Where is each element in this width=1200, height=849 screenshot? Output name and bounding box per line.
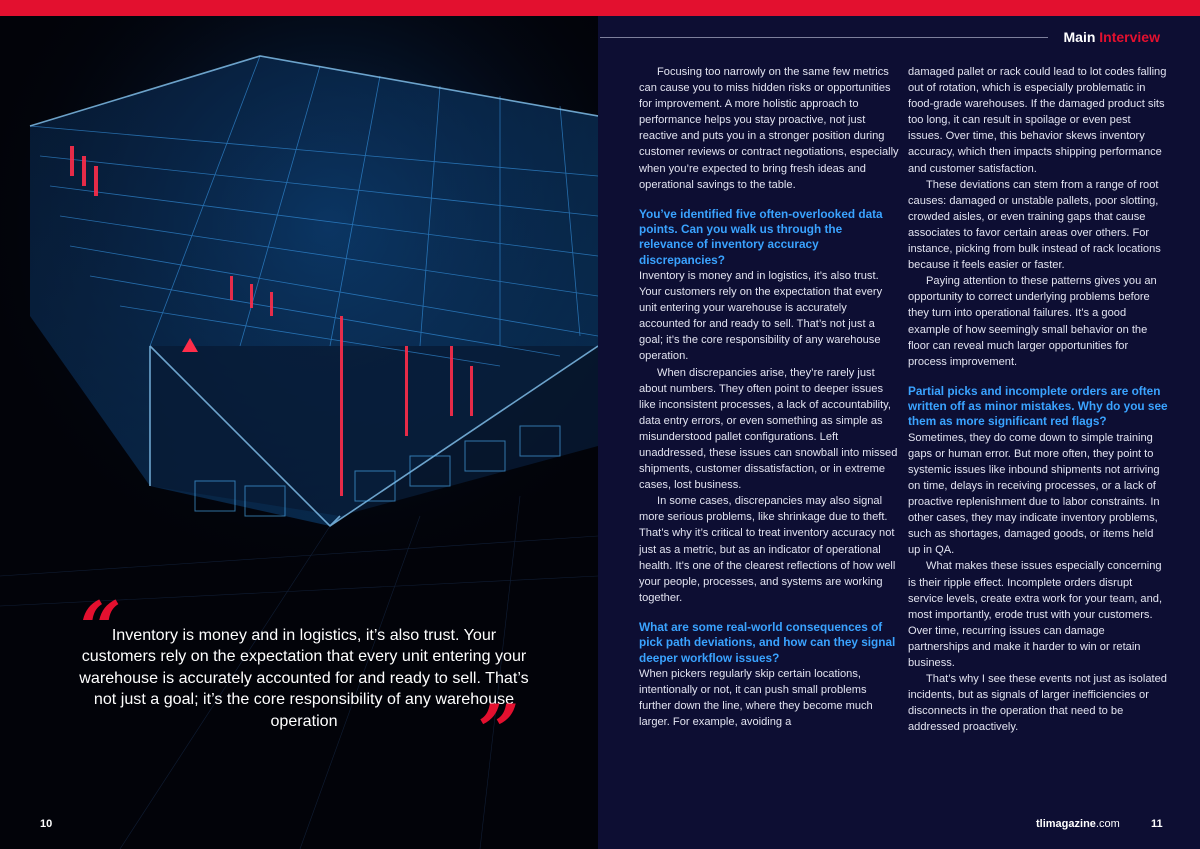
- paragraph: Paying attention to these patterns gives you an opportunity to correct underlying problems before they turn into operational failures. It’s a good example of how seemingly small behavior on the floor can reveal much larger opportunities for process improvement.: [908, 275, 1157, 368]
- close-quote-icon: ”: [478, 688, 520, 773]
- site-url[interactable]: [1036, 818, 1120, 830]
- question-heading: Partial picks and incomplete orders are often written off as minor mistakes. Why do you see them as more significant red flags?: [908, 383, 1168, 429]
- top-accent-bar: [0, 0, 1200, 16]
- article-column-1: [639, 64, 899, 730]
- section-label-primary: Main: [1063, 29, 1096, 45]
- paragraph: Focusing too narrowly on the same few metrics can cause you to miss hidden risks or opportunities for improvement. A more holistic approach to performance helps you stay proactive, not just reactive and puts you in a stronger position during customer reviews or contract negotiations, especially when you’re expected to bring fresh ideas and operational savings to the table.: [639, 66, 899, 191]
- paragraph: In some cases, discrepancies may also signal more serious problems, like shrinkage due to theft. That’s why it’s critical to treat inventory accuracy not just as a metric, but as an indicator of operational health. It’s one of the clearest reflections of how well your people, processes, and systems are working together.: [639, 495, 896, 604]
- paragraph: When pickers regularly skip certain locations, intentionally or not, it can push small problems further down the line, where they become much larger. For example, avoiding a: [639, 667, 873, 729]
- page-number-right: 11: [1151, 818, 1163, 830]
- paragraph: damaged pallet or rack could lead to lot codes falling out of rotation, which is especially problematic in food-grade warehouses. If the damaged product sits too long, it can result in spoilage or even pest issues. Over time, this behavior skews inventory accuracy, which then impacts shipping performance and customer satisfaction.: [908, 66, 1167, 175]
- open-quote-icon: “: [80, 585, 122, 670]
- section-divider: [600, 37, 1048, 38]
- site-url-suffix: .com: [1095, 818, 1120, 830]
- question-heading: What are some real-world consequences of pick path deviations, and how can they signal deeper workflow issues?: [639, 619, 896, 665]
- paragraph: Sometimes, they do come down to simple training gaps or human error. But more often, they point to systemic issues like inbound shipments not arriving on time, delays in receiving processes, or a lack of proactive replenishment due to labor constraints. In other cases, they may indicate inventory problems, such as shortages, damaged goods, or items held up in QA.: [908, 431, 1160, 557]
- article-column-2: [908, 64, 1168, 735]
- paragraph: Inventory is money and in logistics, it’s also trust. Your customers rely on the expectation that every unit entering your warehouse is accurately accounted for and ready to sell. That’s not just a goal; it’s the core responsibility of any warehouse operation.: [639, 269, 883, 363]
- site-url-bold: tlimagazine: [1036, 818, 1096, 830]
- question-heading: You’ve identified five often-overlooked data points. Can you walk us through the relevance of inventory accuracy discrepancies?: [639, 206, 883, 267]
- paragraph: When discrepancies arise, they’re rarely just about numbers. They often point to deeper issues like inconsistent processes, a lack of accountability, data entry errors, or even something as simple as misunderstood pallet configurations. Left unaddressed, these issues can snowball into missed shipments, customer dissatisfaction, or in extreme cases, lost business.: [639, 366, 898, 492]
- pull-quote: Inventory is money and in logistics, it’s also trust. Your customers rely on the expectation that every unit entering your warehouse is accurately accounted for and ready to sell. That’s not just a goal; it’s the core responsibility of any warehouse operation: [79, 626, 529, 730]
- paragraph: These deviations can stem from a range of root causes: damaged or unstable pallets, poor slotting, crowded aisles, or even training gaps that cause associates to favor certain areas over others. For instance, picking from bulk instead of rack locations because it feels easier or faster.: [908, 178, 1161, 272]
- paragraph: That’s why I see these events not just as isolated incidents, but as signals of larger inefficiencies or disconnects in the operation that need to be addressed proactively.: [908, 673, 1167, 734]
- section-label: [1064, 29, 1160, 45]
- paragraph: What makes these issues especially concerning is their ripple effect. Incomplete orders disrupt service levels, create extra work for your team, and, most importantly, erode trust with your customers. Over time, recurring issues can damage partnerships and make it harder to win or retain business.: [908, 560, 1163, 669]
- section-label-accent: Interview: [1099, 29, 1160, 45]
- page-number-left: 10: [40, 818, 53, 830]
